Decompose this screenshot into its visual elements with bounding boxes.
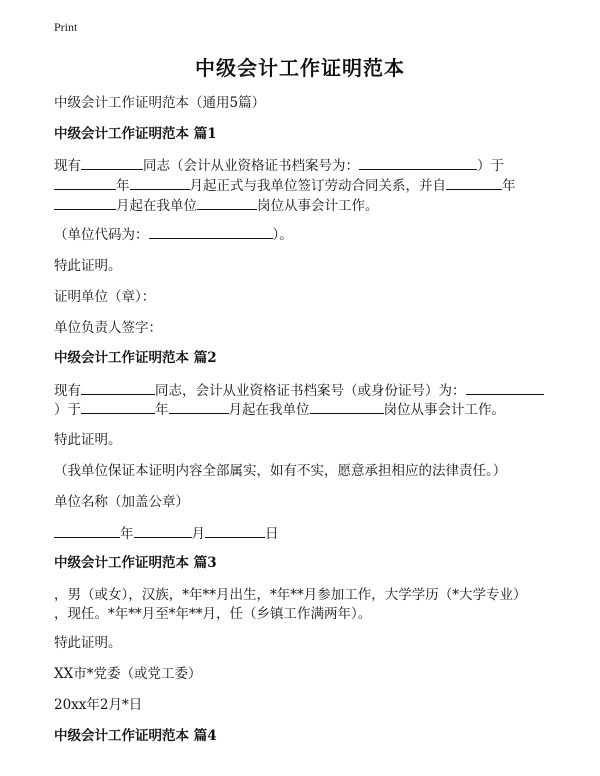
s3-line-2: ，现任。*年**月至*年**月，任（乡镇工作满两年）。 bbox=[54, 606, 372, 622]
s2-guarantee: （我单位保证本证明内容全部属实，如有不实，愿意承担相应的法律责任。） bbox=[54, 463, 507, 479]
blank-field bbox=[54, 175, 116, 190]
text: 月起正式与我单位签订劳动合同关系，并自 bbox=[189, 178, 446, 194]
text: 年 bbox=[120, 526, 134, 542]
text: 月起在我单位 bbox=[228, 402, 310, 418]
text: ）。 bbox=[272, 227, 293, 243]
s3-certify: 特此证明。 bbox=[54, 635, 122, 651]
blank-field bbox=[81, 399, 155, 414]
text: （单位代码为： bbox=[54, 227, 149, 243]
s3-org: XX市*党委（或党工委） bbox=[54, 666, 202, 682]
blank-field bbox=[310, 399, 384, 414]
s1-line-3 bbox=[54, 195, 548, 216]
blank-field bbox=[359, 155, 477, 170]
blank-field bbox=[149, 224, 273, 239]
text: 月 bbox=[191, 526, 205, 542]
text: ）于 bbox=[54, 402, 81, 418]
text: 年 bbox=[155, 402, 169, 418]
blank-field bbox=[169, 399, 229, 414]
blank-field bbox=[446, 175, 502, 190]
blank-field bbox=[466, 380, 544, 395]
s1-line-1 bbox=[54, 155, 548, 176]
s3-line-1: ，男（或女），汉族，*年**月出生，*年**月参加工作，大学学历（*大学专业） bbox=[54, 587, 527, 603]
s1-line-2 bbox=[54, 175, 548, 196]
s3-date: 20xx年2月*日 bbox=[54, 697, 143, 713]
s2-unit-name: 单位名称（加盖公章） bbox=[54, 494, 189, 510]
blank-field bbox=[130, 175, 190, 190]
doc-subtitle: 中级会计工作证明范本（通用5篇） bbox=[54, 95, 266, 111]
blank-field bbox=[197, 195, 257, 210]
s2-certify: 特此证明。 bbox=[54, 432, 122, 448]
text: ）于 bbox=[477, 158, 504, 174]
text: 同志，会计从业资格证书档案号（或身份证号）为： bbox=[155, 383, 466, 399]
text: 同志（会计从业资格证书档案号为： bbox=[143, 158, 359, 174]
print-link[interactable]: Print bbox=[54, 20, 78, 34]
blank-field bbox=[54, 523, 120, 538]
blank-field bbox=[81, 380, 155, 395]
text: 现有 bbox=[54, 158, 81, 174]
section-heading-2: 中级会计工作证明范本 篇2 bbox=[54, 350, 217, 366]
s1-unit-code bbox=[54, 224, 548, 245]
text: 岗位从事会计工作。 bbox=[383, 402, 505, 418]
page-title: 中级会计工作证明范本 bbox=[195, 56, 405, 80]
s2-line-1 bbox=[54, 380, 548, 401]
section-heading-3: 中级会计工作证明范本 篇3 bbox=[54, 555, 217, 571]
text: 现有 bbox=[54, 383, 81, 399]
text: 岗位从事会计工作。 bbox=[257, 198, 379, 214]
text: 日 bbox=[265, 526, 279, 542]
blank-field bbox=[54, 195, 116, 210]
text: 月起在我单位 bbox=[116, 198, 197, 214]
section-heading-4: 中级会计工作证明范本 篇4 bbox=[54, 728, 217, 744]
s2-line-2 bbox=[54, 399, 548, 420]
blank-field bbox=[134, 523, 192, 538]
text: 年 bbox=[116, 178, 130, 194]
s1-unit: 证明单位（章）： bbox=[54, 289, 156, 305]
blank-field bbox=[81, 155, 143, 170]
section-heading-1: 中级会计工作证明范本 篇1 bbox=[54, 126, 217, 142]
s1-certify: 特此证明。 bbox=[54, 258, 122, 274]
blank-field bbox=[205, 523, 265, 538]
text: 年 bbox=[502, 178, 516, 194]
s2-date bbox=[54, 523, 548, 544]
s1-sign: 单位负责人签字： bbox=[54, 320, 162, 336]
